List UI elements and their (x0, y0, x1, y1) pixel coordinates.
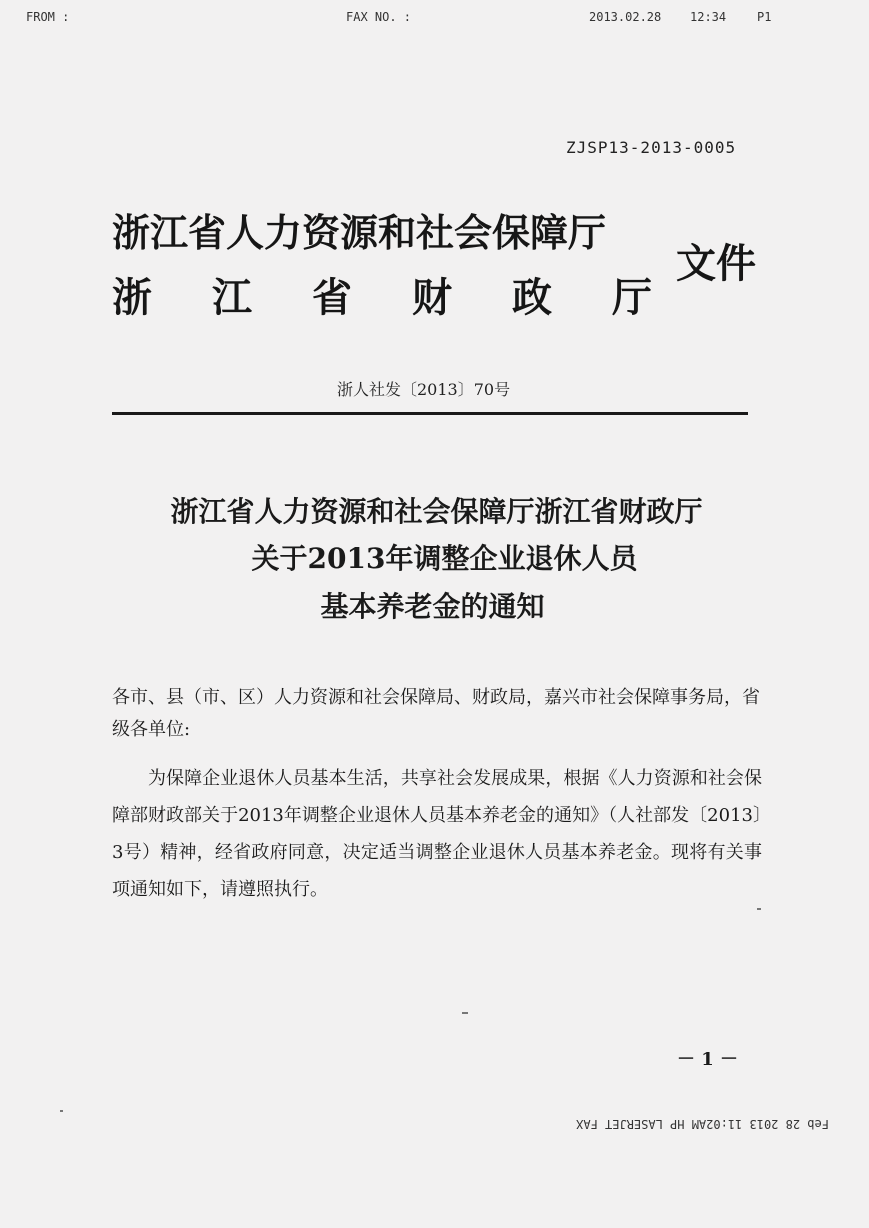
issuer-line-finance (112, 266, 652, 323)
fax-date: 2013.02.28 (589, 10, 662, 24)
issuer-char: 财 (412, 274, 452, 321)
fax-footer-text: Feb 28 2013 11:02AM HP LASERJET FAX (576, 1117, 829, 1131)
fax-transmission-header (0, 10, 869, 28)
scan-speck (462, 1012, 468, 1014)
issuer-char: 厅 (612, 274, 652, 321)
notice-title-line-2: 关于2013年调整企业退休人员 (251, 542, 638, 575)
issuer-char: 江 (212, 274, 252, 321)
fax-time: 12:34 (690, 10, 727, 24)
issuer-document-word: 文件 (676, 240, 756, 287)
scan-speck (60, 1110, 63, 1112)
issuer-line-hrss: 浙江省人力资源和社会保障厅 (112, 210, 607, 255)
fax-from-label: FROM : (26, 10, 70, 24)
issuer-char: 浙 (112, 274, 152, 321)
fax-page-marker: P1 (757, 10, 772, 24)
body-paragraph: 为保障企业退休人员基本生活，共享社会发展成果，根据《人力资源和社会保障部财政部关于2013年调整企业退休人员基本养老金的通知》（人社部发〔2013〕3号）精神，经省政府同意，决定适当调整企业退休人员基本养老金。现将有关事项通知如下，请遵照执行。 (112, 768, 762, 900)
fax-number-label: FAX NO. : (346, 10, 412, 24)
notice-title-line-1: 浙江省人力资源和社会保障厅浙江省财政厅 (170, 495, 703, 528)
document-code: ZJSP13-2013-0005 (566, 138, 737, 157)
notice-title-line-3: 基本养老金的通知 (320, 590, 545, 623)
document-number: 浙人社发〔2013〕70号 (337, 380, 511, 399)
issuer-char: 省 (312, 274, 352, 321)
issuer-char: 政 (512, 274, 552, 321)
fax-transmission-footer-upside-down (0, 1115, 869, 1131)
salutation: 各市、县（市、区）人力资源和社会保障局、财政局，嘉兴市社会保障事务局，省级各单位: (112, 687, 760, 740)
scan-speck (757, 908, 761, 910)
header-divider-rule (112, 412, 748, 415)
page-number: － 1 － (677, 1049, 739, 1070)
